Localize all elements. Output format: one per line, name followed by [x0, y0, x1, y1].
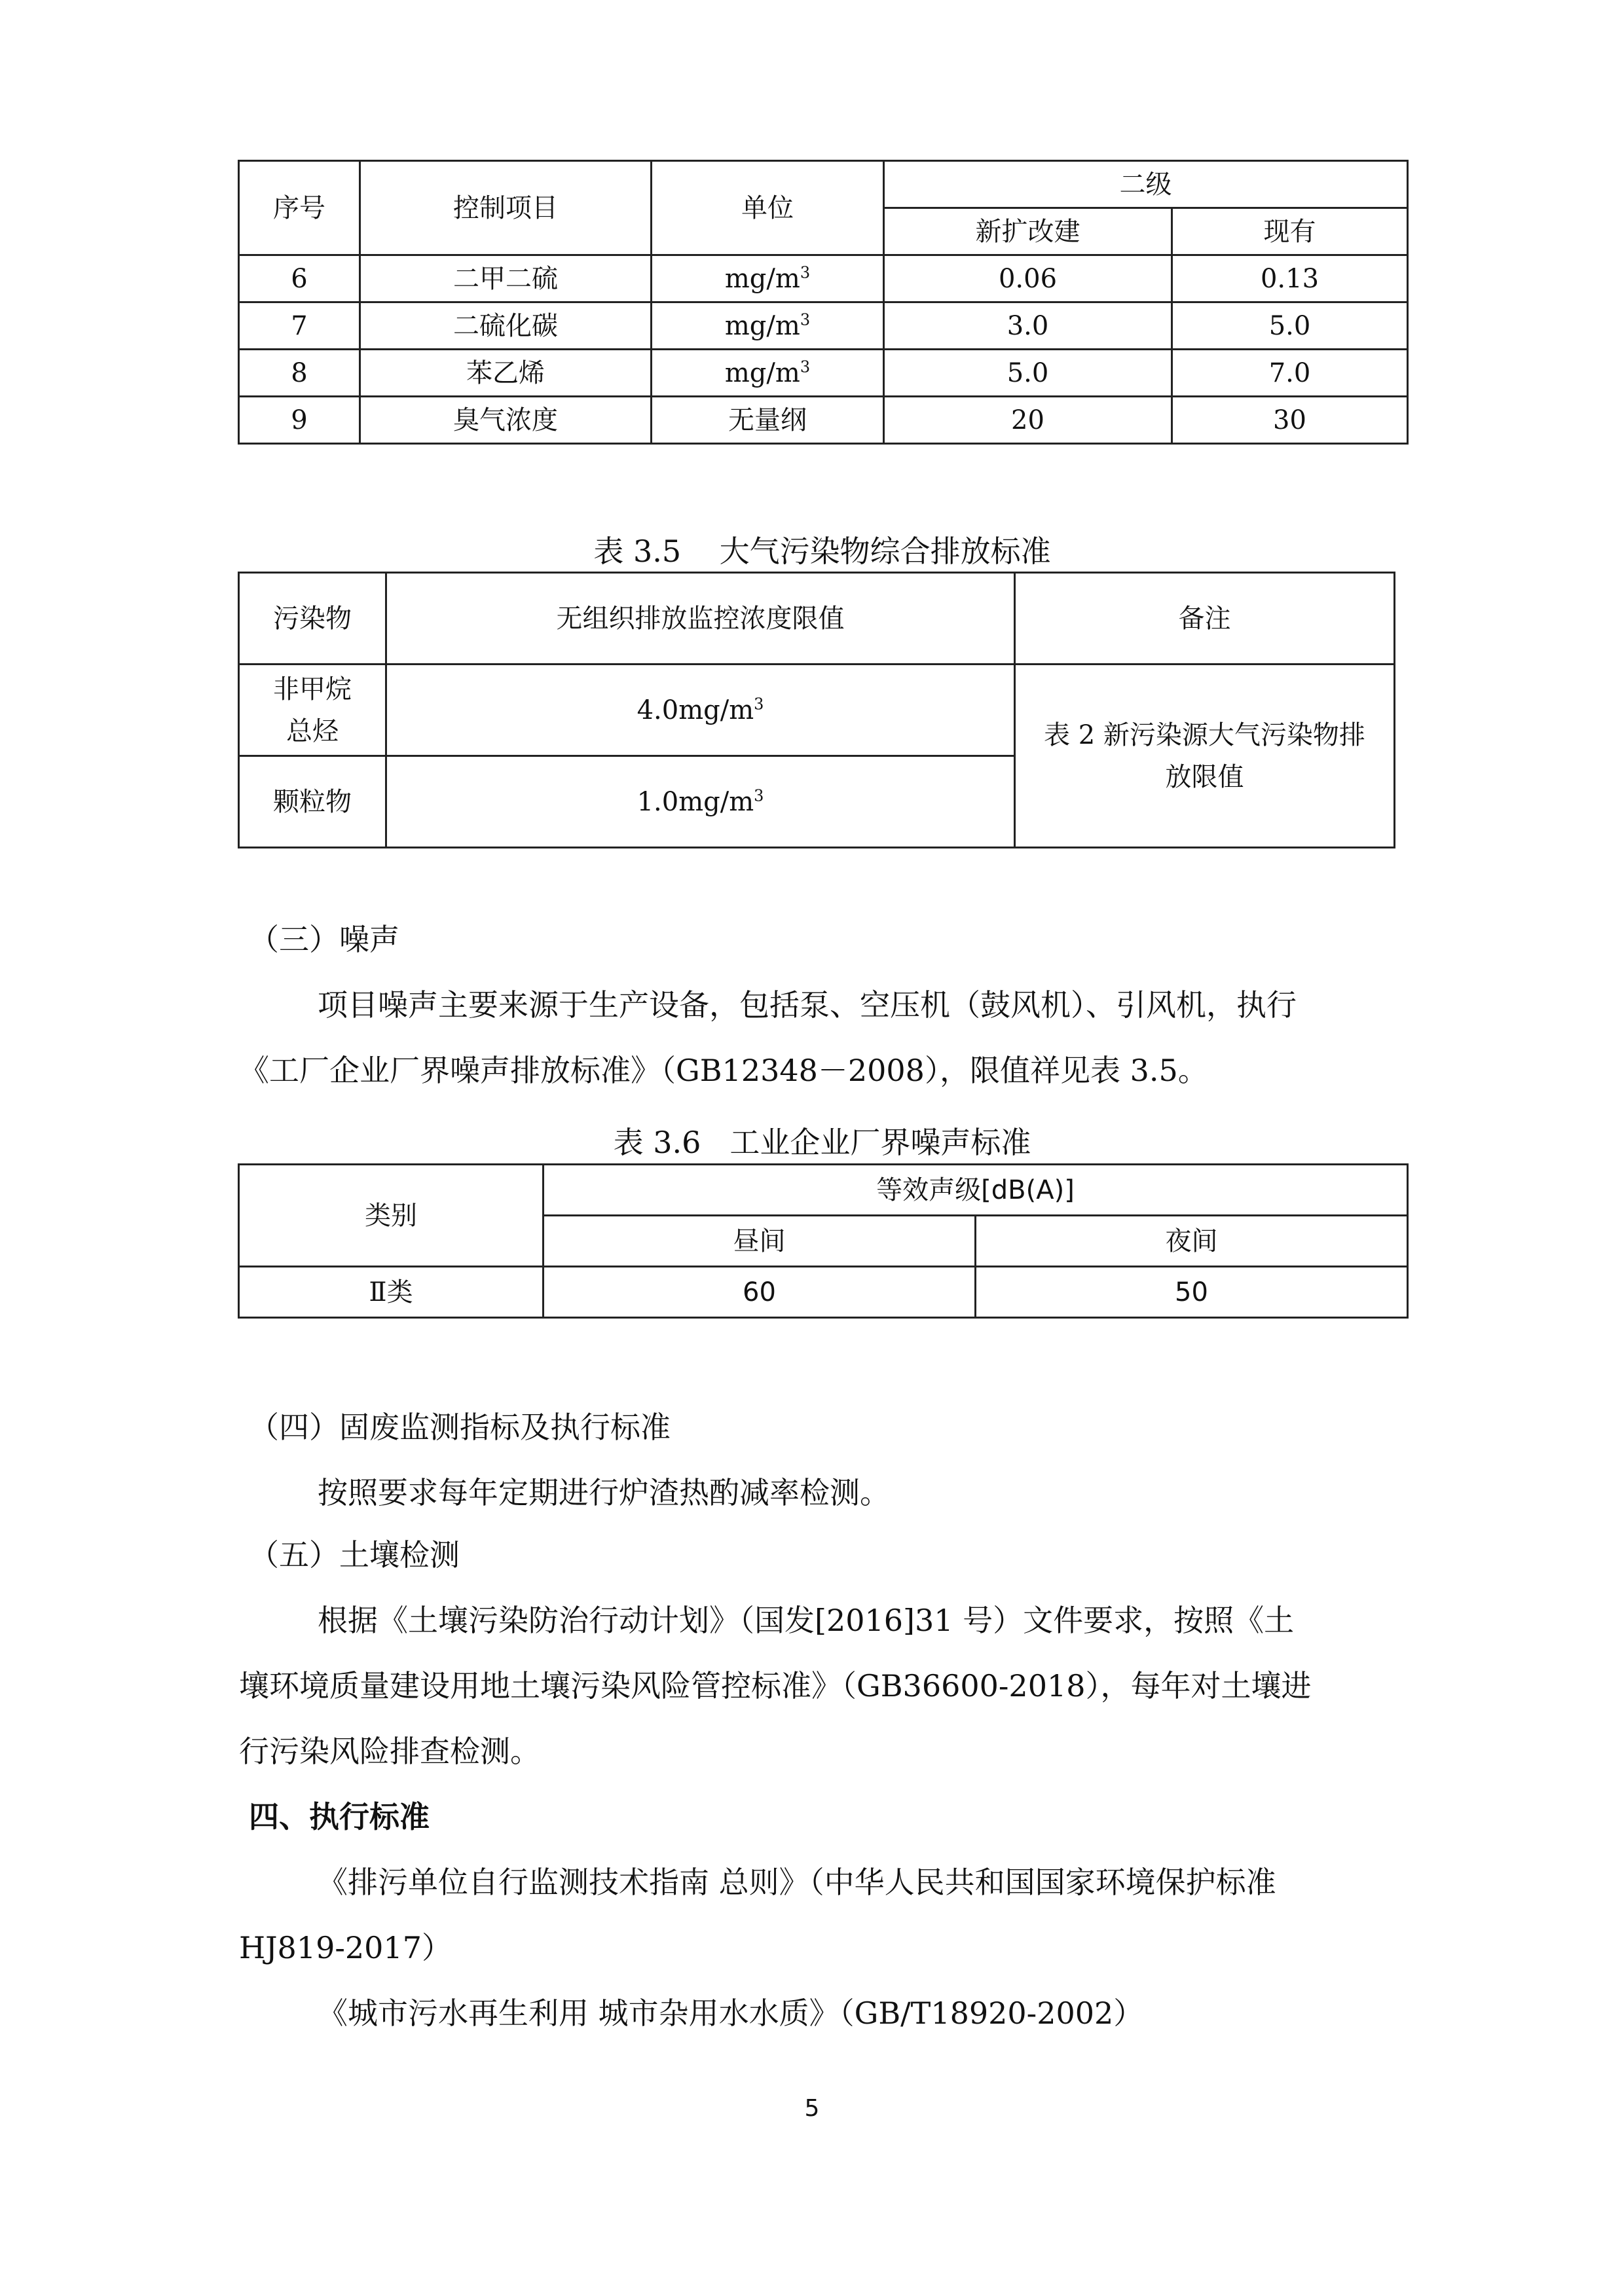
noise-paragraph-line-2: 《工厂企业厂界噪声排放标准》（GB12348－2008），限值祥见表 3.5。 [239, 1053, 1208, 1088]
row-night: 50 [976, 1267, 1408, 1318]
air-pollutant-table [238, 572, 1395, 848]
table-row [239, 350, 1408, 397]
control-items-table [238, 160, 1409, 445]
solid-waste-heading: （四）固废监测指标及执行标准 [249, 1410, 671, 1445]
row-unit: $mg/m^3$ [652, 255, 884, 302]
header-sound-level: 等效声级[dB(A)] [544, 1165, 1408, 1216]
row-new: 5.0 [884, 350, 1172, 397]
table-row [239, 397, 1408, 444]
header-remark: 备注 [1015, 573, 1395, 665]
row-existing: 5.0 [1172, 302, 1408, 350]
standard-1-line-2: HJ819-2017） [239, 1930, 452, 1965]
row-limit: $4.0mg/m^3$ [386, 665, 1015, 756]
row-pollutant: 非甲烷 总烃 [239, 665, 386, 756]
row-no: 9 [239, 397, 360, 444]
header-day: 昼间 [544, 1216, 976, 1267]
table-row [239, 255, 1408, 302]
row-existing: 0.13 [1172, 255, 1408, 302]
row-existing: 30 [1172, 397, 1408, 444]
noise-standard-table [238, 1163, 1409, 1319]
row-item: 苯乙烯 [360, 350, 652, 397]
header-no: 序号 [239, 161, 360, 255]
table-caption-3-6: 表 3.6 工业企业厂界噪声标准 [613, 1125, 1031, 1160]
soil-paragraph-line-1: 根据《土壤污染防治行动计划》（国发[2016]31 号）文件要求，按照《土 [318, 1603, 1295, 1638]
row-unit: $mg/m^3$ [652, 302, 884, 350]
row-day: 60 [544, 1267, 976, 1318]
header-category: 类别 [239, 1165, 544, 1267]
noise-heading: （三）噪声 [249, 922, 399, 957]
header-level: 二级 [884, 161, 1408, 208]
soil-paragraph-line-3: 行污染风险排查检测。 [239, 1734, 540, 1769]
row-limit: $1.0mg/m^3$ [386, 756, 1015, 848]
row-no: 7 [239, 302, 360, 350]
header-existing: 现有 [1172, 208, 1408, 255]
row-item: 二硫化碳 [360, 302, 652, 350]
header-unit: 单位 [652, 161, 884, 255]
table-row [239, 1267, 1408, 1318]
row-item: 臭气浓度 [360, 397, 652, 444]
row-remark: 表 2 新污染源大气污染物排 放限值 [1015, 665, 1395, 848]
header-item: 控制项目 [360, 161, 652, 255]
row-item: 二甲二硫 [360, 255, 652, 302]
table-row [239, 302, 1408, 350]
header-new: 新扩改建 [884, 208, 1172, 255]
standards-heading: 四、执行标准 [249, 1799, 430, 1834]
noise-paragraph-line-1: 项目噪声主要来源于生产设备，包括泵、空压机（鼓风机）、引风机，执行 [318, 987, 1297, 1023]
row-no: 8 [239, 350, 360, 397]
soil-paragraph-line-2: 壤环境质量建设用地土壤污染风险管控标准》（GB36600-2018），每年对土壤进 [239, 1668, 1312, 1704]
row-new: 0.06 [884, 255, 1172, 302]
page-number: 5 [804, 2095, 820, 2122]
row-existing: 7.0 [1172, 350, 1408, 397]
row-pollutant: 颗粒物 [239, 756, 386, 848]
header-limit: 无组织排放监控浓度限值 [386, 573, 1015, 665]
table-row [239, 665, 1395, 756]
row-no: 6 [239, 255, 360, 302]
header-night: 夜间 [976, 1216, 1408, 1267]
soil-heading: （五）土壤检测 [249, 1537, 460, 1573]
row-new: 20 [884, 397, 1172, 444]
row-category: Ⅱ类 [239, 1267, 544, 1318]
row-unit: $mg/m^3$ [652, 350, 884, 397]
standard-2: 《城市污水再生利用 城市杂用水水质》（GB/T18920-2002） [318, 1995, 1144, 2031]
standard-1-line-1: 《排污单位自行监测技术指南 总则》（中华人民共和国国家环境保护标准 [318, 1865, 1276, 1900]
row-new: 3.0 [884, 302, 1172, 350]
table-caption-3-5: 表 3.5 大气污染物综合排放标准 [593, 534, 1051, 569]
row-unit: 无量纲 [652, 397, 884, 444]
solid-waste-paragraph: 按照要求每年定期进行炉渣热酌减率检测。 [318, 1475, 890, 1510]
header-pollutant: 污染物 [239, 573, 386, 665]
